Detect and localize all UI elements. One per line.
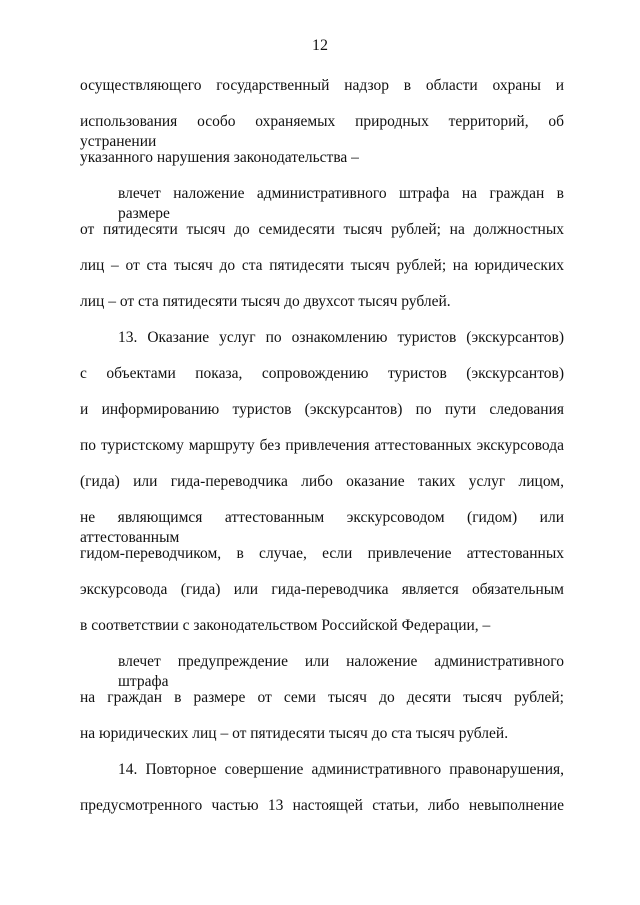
text-line: на граждан в размере от семи тысяч до десяти тысяч рублей; bbox=[80, 689, 564, 706]
text-line: по туристскому маршруту без привлечения аттестованных экскурсовода bbox=[80, 437, 564, 454]
text-line: с объектами показа, сопровождению туристов (экскурсантов) bbox=[80, 365, 564, 382]
text-line: осуществляющего государственный надзор в области охраны и bbox=[80, 77, 564, 94]
text-line: и информированию туристов (экскурсантов) по пути следования bbox=[80, 401, 564, 418]
text-line: экскурсовода (гида) или гида-переводчика является обязательным bbox=[80, 581, 564, 598]
page-number: 12 bbox=[312, 37, 328, 54]
text-line: в соответствии с законодательством Российской Федерации, – bbox=[80, 617, 491, 634]
text-line: (гида) или гида-переводчика либо оказание таких услуг лицом, bbox=[80, 473, 564, 490]
text-line: 13. Оказание услуг по ознакомлению туристов (экскурсантов) bbox=[118, 329, 564, 346]
text-line: от пятидесяти тысяч до семидесяти тысяч рублей; на должностных bbox=[80, 221, 564, 238]
text-line: гидом-переводчиком, в случае, если привлечение аттестованных bbox=[80, 545, 564, 562]
text-line: использования особо охраняемых природных территорий, об устранении bbox=[80, 113, 564, 150]
text-line: лиц – от ста тысяч до ста пятидесяти тысяч рублей; на юридических bbox=[80, 257, 564, 274]
text-line: не являющимся аттестованным экскурсоводом (гидом) или аттестованным bbox=[80, 509, 564, 546]
text-line: на юридических лиц – от пятидесяти тысяч до ста тысяч рублей. bbox=[80, 725, 509, 742]
text-line: лиц – от ста пятидесяти тысяч до двухсот тысяч рублей. bbox=[80, 293, 451, 310]
text-line: влечет предупреждение или наложение административного штрафа bbox=[118, 653, 564, 690]
text-line: влечет наложение административного штрафа на граждан в размере bbox=[118, 185, 564, 222]
text-line: предусмотренного частью 13 настоящей статьи, либо невыполнение bbox=[80, 797, 564, 814]
text-line: указанного нарушения законодательства – bbox=[80, 149, 359, 166]
text-line: 14. Повторное совершение административного правонарушения, bbox=[118, 761, 564, 778]
